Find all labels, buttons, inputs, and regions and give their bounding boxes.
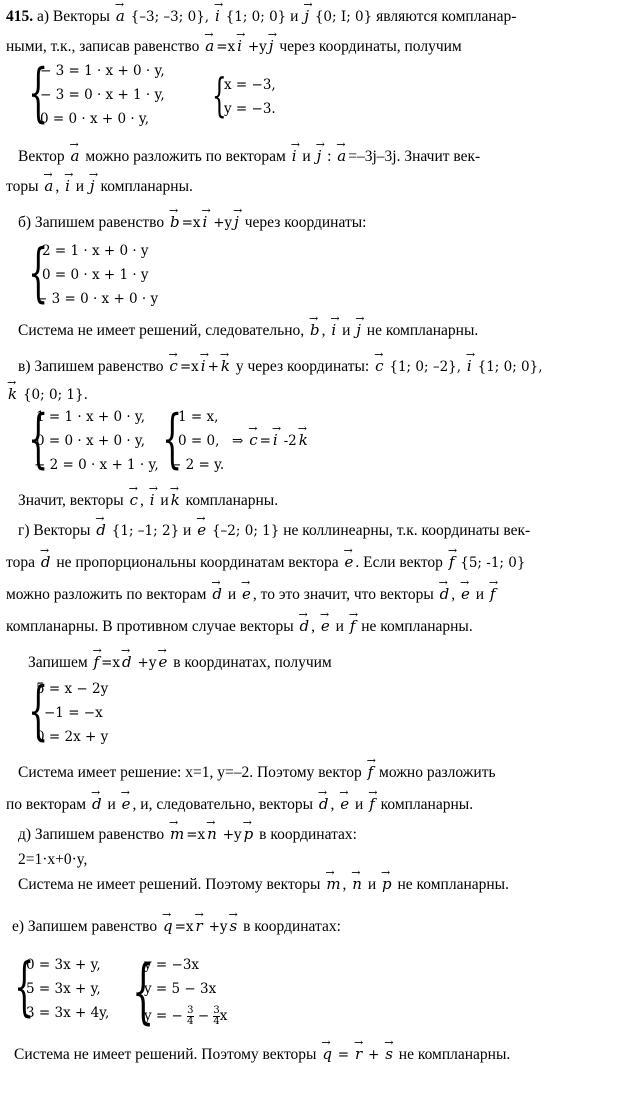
vector-i: → i — [235, 36, 244, 56]
text: компланарны. — [100, 178, 193, 195]
text: +y — [137, 655, 157, 671]
text: в координатах: — [243, 918, 341, 935]
vector-d: → d — [120, 652, 134, 672]
equation: − 3 = 0 · x + 1 · y, — [40, 87, 165, 103]
equation: − 2 = 0 · x + 1 · y, — [34, 457, 159, 473]
text: можно разложить — [379, 764, 496, 781]
vector-e: → e — [338, 794, 351, 814]
text: y через координаты: — [235, 358, 370, 375]
text: =x — [181, 215, 201, 231]
equation: 5 = x − 2y — [36, 681, 109, 697]
vector-e: → e — [120, 794, 133, 814]
vector-e: → e — [156, 652, 169, 672]
vector-r: → r — [353, 1044, 364, 1064]
line-e-1 — [18, 824, 357, 845]
result-c — [232, 430, 310, 451]
vector-i: → i — [213, 6, 222, 26]
text: и — [160, 492, 169, 509]
line-a-2 — [6, 36, 462, 57]
vector-k: → k — [6, 384, 19, 404]
brace: { — [132, 950, 155, 1032]
text: Значит, векторы — [18, 492, 124, 509]
vector-j: → j — [232, 212, 241, 232]
text: -2 — [283, 433, 297, 449]
text: в координатах: — [259, 826, 357, 843]
line-a-4: торы → a , → i и → j компланарны. — [6, 176, 193, 197]
text: − — [197, 1008, 210, 1024]
text: +y — [208, 919, 228, 935]
equation: 3 = 3x + 4y, — [26, 1005, 110, 1021]
vector-i: → i — [63, 176, 72, 196]
vector-q: → q — [161, 916, 175, 936]
equation: 0 = 0, — [178, 433, 220, 449]
vector-e: → e — [343, 552, 356, 572]
line-e-3: Система не имеет решений. Поэтому векторы → m , → n и → p не компланарны. — [18, 874, 509, 895]
equation: 0 = 0 · x + 0 · y, — [40, 111, 150, 127]
equation: 0 = 3x + y, — [26, 957, 101, 973]
text: торы — [6, 178, 39, 195]
vector-i: → i — [148, 490, 157, 510]
equation: 0 = 2x + y — [36, 729, 109, 745]
vector-n: → n — [205, 824, 219, 844]
text: Система не имеет решений, следовательно, — [18, 322, 305, 339]
brace: { — [28, 236, 49, 310]
vector-p: → p — [380, 874, 394, 894]
coords-e: {–2; 0; 1} — [211, 523, 280, 539]
vector-i: → i — [201, 212, 210, 232]
line-e-2 — [18, 850, 87, 870]
text: + — [207, 359, 219, 375]
vector-e: → e — [240, 584, 253, 604]
text: =x — [174, 919, 194, 935]
text: и — [367, 876, 377, 893]
coords-d: {1; –1; 2} — [111, 523, 180, 539]
vector-c: → c — [128, 490, 140, 510]
equation: 1 = x, — [178, 409, 219, 425]
equation: − 3 = 1 · x + 0 · y, — [40, 63, 165, 79]
text: компланарны. В противном случае векторы — [6, 618, 294, 635]
line-d-4: компланарны. В противном случае векторы → d , → e и → f не компланарны. — [6, 616, 473, 637]
text: Запишем — [28, 654, 88, 671]
vector-d: → d — [317, 794, 331, 814]
vector-r: → r — [194, 916, 205, 936]
text: и — [302, 148, 311, 165]
text: Система имеет решение: x=1, y=–2. Поэтому вектор — [18, 764, 362, 781]
text: ными, т.к., записав равенство — [6, 38, 200, 55]
brace: { — [28, 56, 49, 130]
text: и — [475, 586, 485, 603]
problem-number: 415. — [6, 8, 34, 25]
vector-d: → d — [39, 552, 53, 572]
text: не коллинеарны, т.к. координаты век- — [283, 522, 531, 539]
vector-j: → j — [354, 320, 363, 340]
implies: ⇒ — [232, 433, 244, 449]
brace: { — [14, 950, 35, 1024]
vector-j: → j — [315, 146, 324, 166]
text: =x — [101, 655, 121, 671]
vector-j: → j — [88, 176, 97, 196]
text: тора — [6, 554, 35, 571]
line-b-1 — [18, 212, 366, 233]
text: и — [107, 796, 116, 813]
vector-e: → e — [195, 520, 208, 540]
text: y = − — [144, 1008, 183, 1024]
text: Вектор — [18, 148, 65, 165]
vector-m: → m — [324, 874, 342, 894]
line-a-3 — [18, 146, 480, 167]
text: д) Запишем равенство — [18, 826, 165, 843]
vector-a: → a — [114, 6, 127, 26]
vector-f: → f — [348, 616, 358, 636]
vector-a: → a — [42, 176, 55, 196]
numerator: 3 — [213, 1005, 220, 1016]
line-d-2 — [6, 552, 525, 573]
text: Система не имеет решений. Поэтому векторы — [18, 876, 321, 893]
text: =x — [186, 827, 206, 843]
text: можно разложить по векторам — [85, 148, 286, 165]
text: и — [75, 178, 85, 195]
text: и — [335, 618, 344, 635]
equation: − 2 = y. — [170, 457, 225, 473]
vector-j: → j — [302, 6, 311, 26]
fraction — [187, 1006, 193, 1027]
text: через координаты: — [244, 214, 367, 231]
text: и — [227, 586, 237, 603]
vector-a: → a — [69, 146, 82, 166]
line-f-1 — [12, 916, 341, 937]
vector-q: → q — [320, 1044, 334, 1064]
line-c-1 — [18, 356, 543, 377]
equation: 0 = 0 · x + 0 · y, — [36, 433, 146, 449]
coords-f: {5; -1; 0} — [460, 555, 526, 571]
equation: 2 = 1 · x + 0 · y — [42, 243, 149, 259]
equation: y = −3x — [144, 957, 200, 973]
equation-fraction — [144, 1006, 227, 1027]
text: не компланарны. — [398, 1046, 511, 1063]
vector-f: → f — [367, 794, 377, 814]
line-a-1 — [6, 6, 516, 27]
text: являются компланар- — [376, 8, 517, 25]
text: +y — [222, 827, 242, 843]
text: и — [183, 522, 192, 539]
coords-i: {1; 0; 0}, — [477, 359, 543, 375]
text: =x — [179, 359, 199, 375]
vector-e: → e — [459, 584, 472, 604]
vector-c: → c — [373, 356, 385, 376]
text: через координаты, получим — [279, 38, 462, 55]
equation: x = −3, — [224, 77, 276, 93]
text: г) Векторы — [18, 522, 91, 539]
equation: y = 5 − 3x — [144, 981, 217, 997]
vector-i: → i — [271, 430, 280, 450]
text: по векторам — [6, 796, 87, 813]
vector-d: → d — [94, 520, 108, 540]
text: = — [259, 433, 271, 449]
brace: { — [28, 674, 49, 748]
text: +y — [247, 39, 267, 55]
equation: −1 = −x — [44, 705, 103, 721]
line-d-3: можно разложить по векторам → d и → e , то это значит, что векторы → d , → e и → f — [6, 584, 497, 605]
vector-k: → k — [169, 490, 182, 510]
text: не компланарны. — [361, 618, 473, 635]
text: и — [355, 796, 364, 813]
line-c-3: Значит, векторы → c , → i и→ k компланарны. — [18, 490, 278, 511]
vector-d: → d — [90, 794, 104, 814]
vector-c: → c — [247, 430, 259, 450]
text: . Если вектор — [355, 554, 443, 571]
line-d-7: по векторам → d и → e , и, следовательно, векторы → d , → e и → f компланарны. — [6, 794, 473, 815]
text: , и, следовательно, векторы — [132, 796, 314, 813]
text: и — [342, 322, 351, 339]
vector-s: → s — [383, 1044, 395, 1064]
vector-e: → e — [319, 616, 332, 636]
text: не компланарны. — [397, 876, 509, 893]
equation: 1 = 1 · x + 0 · y, — [36, 409, 146, 425]
text: не компланарны. — [366, 322, 479, 339]
vector-f: → f — [447, 552, 457, 572]
text: + — [368, 1047, 380, 1063]
vector-k: → k — [297, 430, 310, 450]
line-d-1 — [18, 520, 530, 541]
text: в) Запишем равенство — [18, 358, 164, 375]
vector-k: → k — [219, 356, 232, 376]
brace: { — [162, 402, 183, 476]
vector-a: → a — [203, 36, 216, 56]
vector-c: → c — [167, 356, 179, 376]
vector-s: → s — [228, 916, 240, 936]
text: б) Запишем равенство — [18, 214, 165, 231]
denominator: 4 — [187, 1016, 194, 1027]
vector-b: → b — [308, 320, 322, 340]
line-f-2 — [14, 1044, 510, 1065]
text: а) Векторы — [37, 8, 110, 25]
coords-a: {–3; –3; 0}, — [130, 9, 210, 25]
text: в координатах, получим — [173, 654, 332, 671]
vector-d: → d — [210, 584, 224, 604]
line-d-5 — [28, 652, 332, 673]
vector-i: → i — [329, 320, 338, 340]
vector-i: → i — [290, 146, 299, 166]
vector-i: → i — [199, 356, 208, 376]
text: = — [337, 1047, 350, 1063]
text: 2=1·x+0·y, — [18, 851, 88, 868]
text: не пропорциональны координатам вектора — [56, 554, 339, 571]
equation: y = −3. — [224, 101, 276, 117]
vector-i: → i — [465, 356, 474, 376]
vector-f: → f — [92, 652, 102, 672]
text: компланарны. — [185, 492, 279, 509]
text: е) Запишем равенство — [12, 918, 158, 935]
equation: 0 = 0 · x + 1 · y — [42, 267, 149, 283]
denominator: 4 — [213, 1016, 220, 1027]
equation: − 3 = 0 · x + 0 · y — [36, 291, 159, 307]
line-d-6 — [18, 762, 496, 783]
text: Система не имеет решений. Поэтому векторы — [14, 1046, 317, 1063]
vector-m: → m — [168, 824, 186, 844]
text: x — [219, 1008, 228, 1024]
coords-k: {0; 0; 1}. — [22, 387, 88, 403]
text: и — [290, 8, 299, 25]
vector-n: → n — [350, 874, 364, 894]
vector-d: → d — [298, 616, 312, 636]
line-b-2: Система не имеет решений, следовательно, → b , → i и → j не компланарны. — [18, 320, 478, 341]
text: , то это значит, что векторы — [252, 586, 434, 603]
vector-b: → b — [168, 212, 182, 232]
coords-j: {0; I; 0} — [314, 9, 373, 25]
vector-j: → j — [267, 36, 276, 56]
vector-a: → a — [335, 146, 348, 166]
brace: { — [212, 68, 227, 122]
text: компланарны. — [380, 796, 474, 813]
vector-p: → p — [242, 824, 256, 844]
coords-i: {1; 0; 0} — [225, 9, 287, 25]
coords-c: {1; 0; –2}, — [389, 359, 462, 375]
numerator: 3 — [187, 1005, 194, 1016]
text: =–3j–3j. Значит век- — [348, 148, 481, 165]
brace: { — [28, 402, 49, 476]
text: +y — [213, 215, 233, 231]
vector-f: → f — [366, 762, 376, 782]
text: =x — [216, 39, 236, 55]
text: можно разложить по векторам — [6, 586, 207, 603]
vector-f: → f — [488, 584, 498, 604]
vector-d: → d — [438, 584, 452, 604]
equation: 5 = 3x + y, — [26, 981, 101, 997]
text: : — [327, 148, 332, 165]
